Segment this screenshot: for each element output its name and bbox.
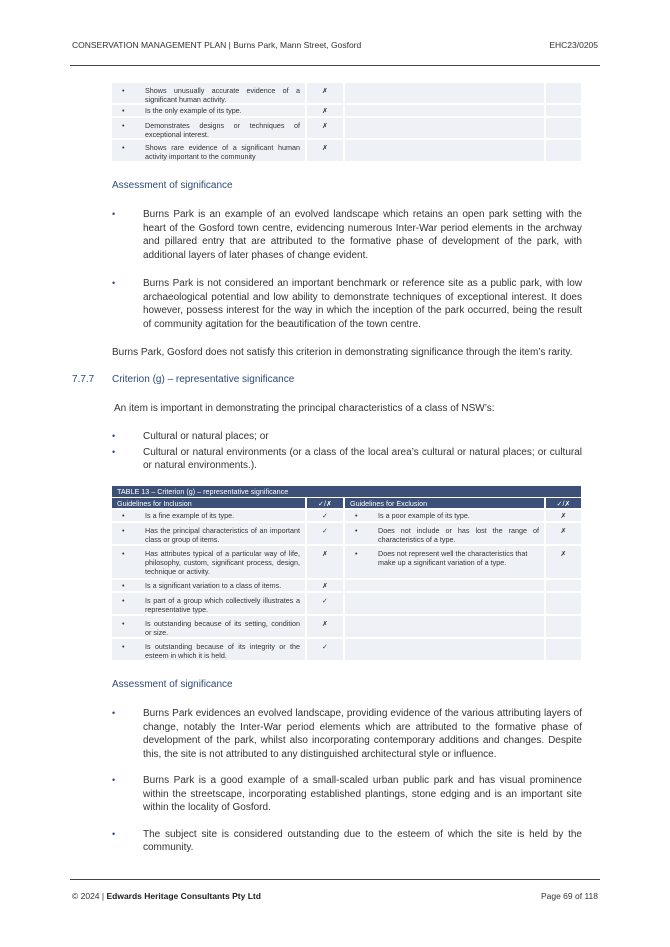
- footer-copyright: © 2024 |: [72, 891, 107, 901]
- exclusion-mark: ✗: [546, 546, 581, 578]
- assessment-heading-2: Assessment of significance: [112, 679, 233, 690]
- bullet-text: Burns Park is not considered an important benchmark or reference site as a public park, with low archaeological potential and low ability to demonstrate techniques of exceptional interest. It does however, possess interest for the way in which the inception of the park occurred, being the result of community agitation for the beautification of the town centre.: [143, 278, 582, 330]
- assessment-bullets-2: [112, 707, 582, 855]
- assessment-conclusion: Burns Park, Gosford does not satisfy this criterion in demonstrating significance through the item’s rarity.: [112, 347, 573, 358]
- table-row: • Shows rare evidence of a significant human activity important to the community ✗: [112, 140, 581, 161]
- list-item: • Burns Park evidences an evolved landscape, providing evidence of the various attributing layers of change, notably the Inter-War period elements which are attributed to the formative phase of development of the park, whilst also incorporating contemporary additions and changes. Despite this, the site is not attributed to any distinguished architectural style or influence.: [112, 708, 582, 760]
- bullet-text: Burns Park is an example of an evolved landscape which retains an open park setting with the heart of the Gosford town centre, evidencing numerous Inter-War period elements in the archway and pillared entry that are attributed to the formative phase of development of the park, with additional layers of later phases of change evident.: [143, 209, 582, 261]
- intro-text: An item is important in demonstrating the principal characteristics of a class of NSW’s:: [114, 403, 495, 414]
- exclusion-mark: [546, 140, 581, 161]
- table-header: [112, 498, 581, 508]
- table-row: • Has attributes typical of a particular way of life, philosophy, custom, significant process, design, technique or activity. ✗ • Does not represent well the characteristics that make up a significant variation of a type. ✗: [112, 546, 581, 578]
- exclusion-mark: [546, 616, 581, 637]
- inclusion-mark: ✗: [307, 83, 343, 103]
- exclusion-text: Does not include or has lost the range of characteristics of a type.: [378, 526, 539, 544]
- table-row: • Demonstrates designs or techniques of exceptional interest. ✗: [112, 118, 581, 138]
- exclusion-text: Is a poor example of its type.: [378, 511, 470, 520]
- inclusion-mark: ✗: [307, 118, 343, 138]
- footer-credit: [72, 891, 261, 901]
- table-row: • Is part of a group which collectively illustrates a representative type. ✓: [112, 593, 581, 614]
- page-footer: [72, 891, 598, 901]
- header-ref: EHC23/0205: [549, 40, 598, 50]
- col-mark-2: ✓/✗: [546, 498, 581, 508]
- exclusion-text: Does not represent well the characteristics that make up a significant variation of a type.: [378, 549, 528, 567]
- table-row: • Is outstanding because of its integrity or the esteem in which it is held. ✓: [112, 639, 581, 660]
- bullet-text: The subject site is considered outstanding due to the esteem of which the site is held by the community.: [143, 828, 582, 853]
- header-rule: [70, 65, 600, 66]
- section-title: Criterion (g) – representative significance: [112, 374, 295, 385]
- list-item: • Burns Park is an example of an evolved landscape which retains an open park setting with the heart of the Gosford town centre, evidencing numerous Inter-War period elements in the archway and pillared entry that are attributed to the formative phase of development of the park, with additional layers of later phases of change evident.: [112, 209, 582, 261]
- criterion-f-table-continued: [112, 83, 581, 163]
- exclusion-text: [345, 580, 544, 591]
- inclusion-text: Demonstrates designs or techniques of exceptional interest.: [145, 121, 300, 139]
- inclusion-mark: ✓: [307, 523, 343, 544]
- inclusion-text: Is outstanding because of its integrity or the esteem in which it is held.: [145, 642, 300, 660]
- footer-company: Edwards Heritage Consultants Pty Ltd: [106, 891, 261, 901]
- exclusion-mark: ✗: [546, 510, 581, 521]
- bullet-text: Cultural or natural environments (or a class of the local area’s cultural or natural places; or cultural or natural environments.).: [143, 446, 582, 471]
- exclusion-text: [345, 83, 544, 103]
- inclusion-mark: ✗: [307, 105, 343, 116]
- header-title: CONSERVATION MANAGEMENT PLAN | Burns Park, Mann Street, Gosford: [72, 40, 362, 50]
- inclusion-text: Shows unusually accurate evidence of a significant human activity.: [145, 86, 300, 104]
- exclusion-text: [345, 140, 544, 161]
- table-row: • Is outstanding because of its setting, condition or size. ✗: [112, 616, 581, 637]
- table-row: • Is a fine example of its type. ✓ • Is a poor example of its type. ✗: [112, 510, 581, 521]
- inclusion-text: Has attributes typical of a particular way of life, philosophy, custom, significant process, design, technique or activity.: [145, 549, 300, 576]
- exclusion-mark: [546, 593, 581, 614]
- inclusion-mark: ✓: [307, 593, 343, 614]
- inclusion-text: Is a fine example of its type.: [145, 511, 235, 520]
- footer-rule: [70, 879, 600, 880]
- section-heading: [72, 374, 295, 385]
- exclusion-mark: [546, 83, 581, 103]
- inclusion-mark: ✗: [307, 546, 343, 578]
- exclusion-mark: [546, 639, 581, 660]
- table-row: • Is the only example of its type. ✗: [112, 105, 581, 116]
- table-caption: TABLE 13 – Criterion (g) – representative significance: [112, 486, 581, 497]
- page-number: Page 69 of 118: [540, 891, 598, 901]
- inclusion-text: Is the only example of its type.: [145, 106, 242, 115]
- col-exclusion: Guidelines for Exclusion: [345, 498, 544, 508]
- inclusion-text: Has the principal characteristics of an important class or group of items.: [145, 526, 300, 544]
- inclusion-text: Is part of a group which collectively illustrates a representative type.: [145, 596, 300, 614]
- table-13: [112, 486, 581, 662]
- exclusion-text: [345, 118, 544, 138]
- table-row: • Is a significant variation to a class of items. ✗: [112, 580, 581, 591]
- inclusion-mark: ✗: [307, 140, 343, 161]
- list-item: • Cultural or natural environments (or a class of the local area’s cultural or natural places; or cultural or natural environments.).: [112, 446, 582, 471]
- exclusion-text: [345, 593, 544, 614]
- exclusion-text: [345, 616, 544, 637]
- exclusion-text: [345, 105, 544, 116]
- table-row: • Has the principal characteristics of an important class or group of items. ✓ • Does not include or has lost the range of characteristics of a type. ✗: [112, 523, 581, 544]
- inclusion-mark: ✓: [307, 510, 343, 521]
- list-item: • Cultural or natural places; or: [112, 430, 582, 444]
- assessment-bullets: [112, 208, 582, 331]
- inclusion-text: Shows rare evidence of a significant human activity important to the community: [145, 143, 300, 161]
- exclusion-mark: ✗: [546, 523, 581, 544]
- inclusion-mark: ✗: [307, 580, 343, 591]
- inclusion-text: Is outstanding because of its setting, condition or size.: [145, 619, 300, 637]
- inclusion-text: Is a significant variation to a class of items.: [145, 581, 282, 590]
- bullet-text: Cultural or natural places; or: [143, 431, 269, 442]
- col-mark: ✓/✗: [307, 498, 343, 508]
- inclusion-mark: ✗: [307, 616, 343, 637]
- list-item: • Burns Park is not considered an important benchmark or reference site as a public park, with low archaeological potential and low ability to demonstrate techniques of exceptional interest. It does however, possess interest for the way in which the inception of the park occurred, being the result of community agitation for the beautification of the town centre.: [112, 278, 582, 330]
- assessment-heading: Assessment of significance: [112, 180, 233, 191]
- bullet-text: Burns Park evidences an evolved landscape, providing evidence of the various attributing layers of change, notably the Inter-War period elements which are attributed to the formative phase of development of the park, whilst also incorporating contemporary additions and changes. Despite this, the site is not attributed to any distinguished architectural style or influence.: [143, 708, 582, 760]
- exclusion-mark: [546, 580, 581, 591]
- bullet-text: Burns Park is a good example of a small-scaled urban public park and has visual prominence within the streetscape, incorporating established plantings, stone edging and is an important site within the locality of Gosford.: [143, 775, 582, 813]
- inclusion-mark: ✓: [307, 639, 343, 660]
- list-item: • The subject site is considered outstanding due to the esteem of which the site is held by the community.: [112, 828, 582, 853]
- exclusion-text: [345, 639, 544, 660]
- exclusion-mark: [546, 118, 581, 138]
- list-item: • Burns Park is a good example of a small-scaled urban public park and has visual prominence within the streetscape, incorporating established plantings, stone edging and is an important site within the locality of Gosford.: [112, 775, 582, 813]
- col-inclusion: Guidelines for Inclusion: [112, 498, 305, 508]
- exclusion-mark: [546, 105, 581, 116]
- intro-bullets: [112, 430, 582, 473]
- table-row: • Shows unusually accurate evidence of a significant human activity. ✗: [112, 83, 581, 103]
- page-header: [72, 40, 598, 50]
- section-number: 7.7.7: [72, 374, 95, 385]
